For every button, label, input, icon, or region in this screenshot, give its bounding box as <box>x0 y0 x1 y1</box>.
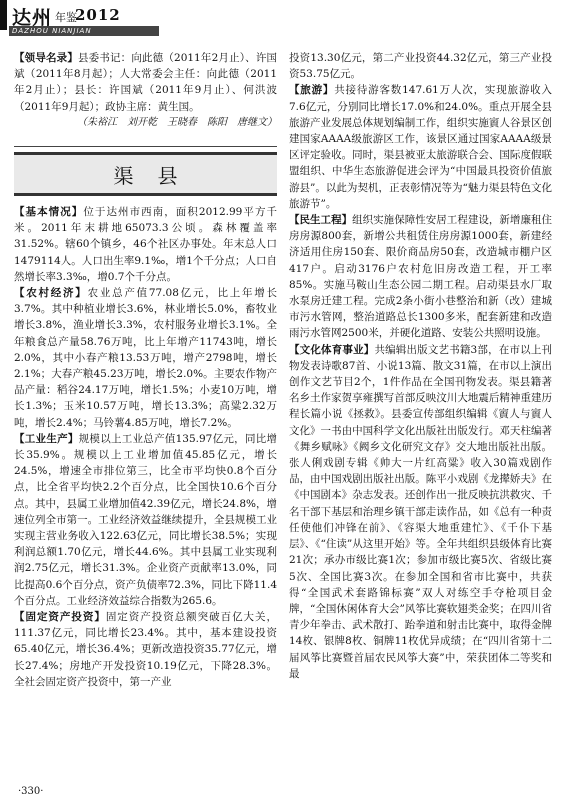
paragraph-industry <box>14 431 277 609</box>
paragraph-tag: 【文化体育事业】 <box>289 343 375 356</box>
paragraph-text: 共接待游客数147.61万人次，实现旅游收入7.6亿元，分别同比增长17.0%和24.0%。重点开展全县旅游产业发展总体规划编制工作，组织实施賨人谷景区创建国家AAAA级旅游区工作，该景区通过国家AAAA级景区评定验收。同时，渠县被亚太旅游联合会、国际度假联盟组织、中华生态旅游促进会评为“中国最具投资价值旅游县”。以此为契机，正表彰情况等为“魅力渠县特色文化旅游节”。 <box>289 84 552 210</box>
paragraph-livelihood <box>289 212 552 342</box>
paragraph-tag: 【农村经济】 <box>14 287 88 300</box>
left-column-body <box>14 204 277 690</box>
section-title-box <box>14 152 277 196</box>
paragraph-text: 固定资产投资总额突破百亿大关，111.37亿元，同比增长23.4%。其中，基本建设投资65.40亿元，增长36.4%；更新改造投资35.77亿元，增长27.4%；房地产开发投资10.19亿元，下降28.3%。全社会固定资产投资中，第一产业 <box>14 611 278 688</box>
paragraph-text: 农业总产值77.08亿元，比上年增长3.7%。其中种植业增长3.6%，林业增长5.0%，畜牧业增长3.8%，渔业增长3.3%，农村服务业增长3.1%。全年粮食总产量58.76万吨，比上年增产11743吨，增长2.0%，其中小春产粮13.53万吨，增产2798吨，增长2.1%；大春产粮45.23万吨，增长2.0%。主要农作物产品产量：稻谷24.17万吨，增长1.5%；小麦10万吨，增长1.3%；玉米10.57万吨，增长13.3%；高粱2.32万吨，增长2.4%；马铃薯4.85万吨，增长7.2%。 <box>14 287 277 429</box>
paragraph-tag: 【固定资产投资】 <box>14 611 106 624</box>
paragraph-text: 投资13.30亿元，第二产业投资44.32亿元，第三产业投资53.75亿元。 <box>289 52 552 81</box>
header-yearbook: 年鉴 <box>55 11 77 24</box>
paragraph-rural-economy <box>14 285 277 431</box>
leaders-tag: 【领导名录】 <box>14 52 79 64</box>
paragraph-tag: 【民生工程】 <box>289 214 353 227</box>
paragraph-tag: 【旅游】 <box>289 84 335 97</box>
page-header <box>0 0 567 38</box>
paragraph-basic <box>14 204 277 285</box>
paragraph-investment-cont <box>289 50 552 82</box>
paragraph-tag: 【工业生产】 <box>14 432 79 445</box>
header-subtitle: DAZHOU NIANJIAN <box>12 27 92 35</box>
leaders-paragraph <box>14 50 277 115</box>
paragraph-text: 规模以上工业总产值135.97亿元，同比增长35.9%。规模以上工业增加值45.85亿元，增长24.5%，增速全市排位第三，比全市平均快0.8个百分点，比全省平均快2.2个百分点，比全国快10.6个百分点。其中，县属工业增加值42.39亿元，增长24.8%，增速位列全市第一。工业经济效益继续提升，全县规模工业实现主营业务收入122.63亿元，同比增长38.5%；实现利润总额1.70亿元，增长44.6%。其中县属工业实现利润2.75亿元，增长31.3%。企业资产贡献率13.0%，同比提高0.6个百分点，资产负债率72.3%，同比下降11.4个百分点。工业经济效益综合指数为265.6。 <box>14 432 278 607</box>
header-year: 2012 <box>75 6 121 24</box>
right-column <box>289 50 552 682</box>
header-city: 达州 <box>12 7 53 29</box>
paragraph-culture-sports <box>289 342 552 682</box>
paragraph-tag: 【基本情况】 <box>14 206 84 218</box>
section-title: 渠县 <box>113 163 202 188</box>
paragraph-text: 共编辑出版文艺书籍3部，在市以上刊物发表诗歌87首、小说13篇、散文31篇，在市以上演出创作文艺节目2个，1件作品在全国刊物发表。渠县籍著名乡土作家贺享雍撰写首部反映汶川大地震后精神重建历程长篇小说《拯救》。县委宣传部组织编辑《賨人与賨人文化》一书由中国科学文化出版社出版发行。邓天柱编著《舞乡赋咏》《阙乡文化研究文存》交大地出版社出版。张人俐戏剧专辑《帅大一片红高粱》收入30篇戏剧作品，由中国戏剧出版社出版。陈平小戏剧《龙撵娇夫》在《中国剧本》杂志发表。还创作出一批反映抗洪救灾、千名干部下基层和治理乡镇干部走读作品，如《总有一种责任使他们冲锋在前》、《容渠大地重建忙》、《千仆下基层》、《“住读”从这里开始》等。全年共组织县级体育比赛21次；承办市级比赛1次；参加市级比赛5次、省级比赛5次、全国比赛3次。在参加全国和省市比赛中，共获得“全国武术套路锦标赛”双人对练空手夺枪项目金牌，“全国休闲体育大会”风筝比赛软翅类金奖；在四川省青少年拳击、武术散打、跆拳道和射击比赛中，取得金牌14枚、银牌8枚、铜牌11枚优异成绩；在“四川省第十二届风筝比赛暨首届农民风筝大赛”中，荣获团体二等奖和最 <box>289 343 552 680</box>
authors-line: （朱裕江 刘开乾 王晓春 陈阳 唐继文） <box>77 116 277 128</box>
paragraph-text: 组织实施保障性安居工程建设，新增廉租住房房源800套，新增公共租赁住房房源1000套，新建经济适用住房150套、限价商品房50套，改造城市棚户区417户。启动3176户农村危旧房改造工程，开工率85%。实施马鞍山生态公园二期工程。启动渠县水厂取水泵房迁建工程。完成2条小街小巷整治和新（改）建城市污水管网，整治道路总长1300多米，配套新建和改造雨污水管网2500米，并硬化道路、安装公共照明设施。 <box>289 214 552 340</box>
page-number: ·330· <box>18 786 44 797</box>
section-divider <box>14 146 277 147</box>
leaders-text: 县委书记：向此德（2011年2月止）、许国斌（2011年8月起）；人大常委会主任：向此德（2011年2月止）；县长：许国斌（2011年9月止）、何洪波（2011年9月起）；政协主席：黄生国。 <box>14 52 278 113</box>
paragraph-tourism <box>289 82 552 212</box>
paragraph-fixed-assets <box>14 609 277 690</box>
left-column-top <box>14 50 277 131</box>
paragraph-text: 位于达州市西南，面积2012.99平方千米。2011年末耕地65073.3公顷。森林覆盖率31.52%。辖60个镇乡，46个社区办事处。年末总人口1479114人。人口出生率9.1‰，增1个千分点；人口自然增长率3.3‰，增0.7个千分点。 <box>14 206 278 283</box>
header-black-block <box>0 0 7 30</box>
